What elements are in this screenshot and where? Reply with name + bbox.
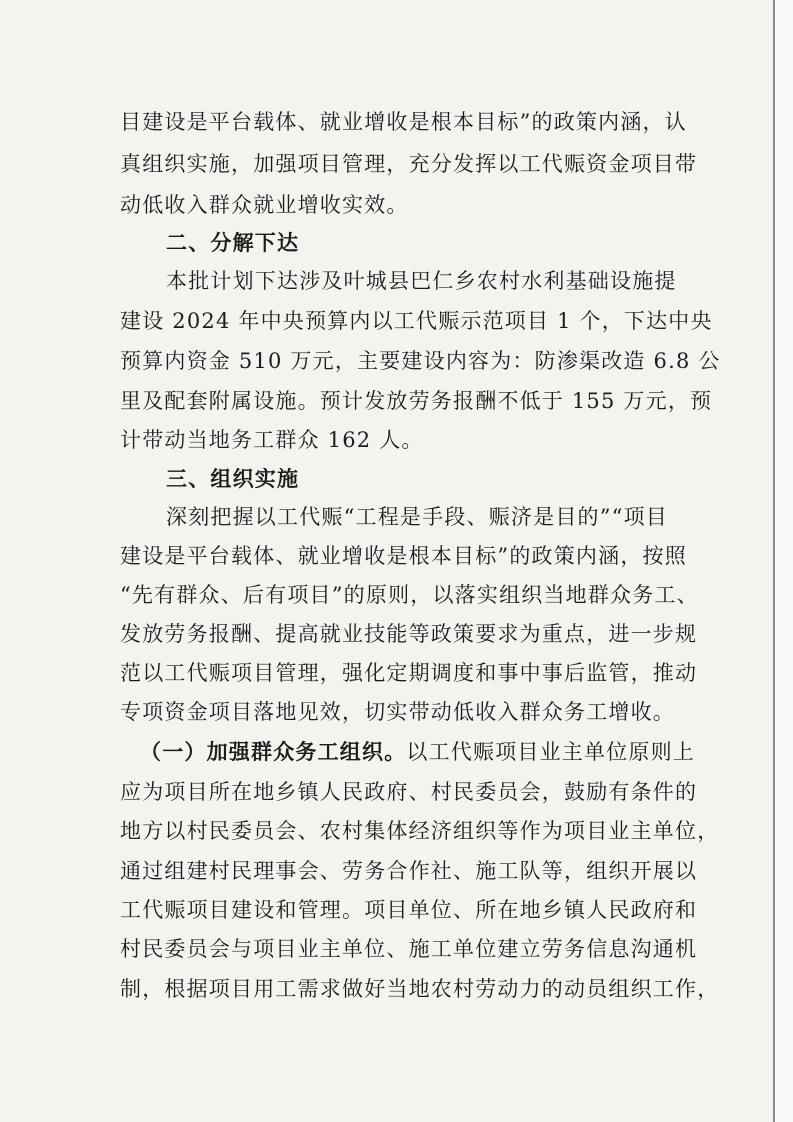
paragraph-line: 里及配套附属设施。预计发放劳务报酬不低于 155 万元，预 [120,389,713,413]
paragraph-line: 村民委员会与项目业主单位、施工单位建立劳务信息沟通机 [120,937,698,961]
paragraph-line: 发放劳务报酬、提高就业技能等政策要求为重点，进一步规 [120,622,698,646]
paragraph-line: 深刻把握以工代赈“工程是手段、赈济是目的”“项目 [166,505,669,529]
subsection-line [140,737,695,767]
paragraph-line: 地方以村民委员会、农村集体经济组织等作为项目业主单位， [120,819,720,843]
page-margin [775,0,793,1122]
paragraph-line: 范以工代赈项目管理，强化定期调度和事中事后监管，推动 [120,661,698,685]
paragraph-line: 通过组建村民理事会、劳务合作社、施工队等，组织开展以 [120,859,698,883]
subsection-text: 以工代赈项目业主单位原则上 [406,740,696,764]
paragraph-line: 专项资金项目落地见效，切实带动低收入群众务工增收。 [120,700,675,724]
paragraph-line: 目建设是平台载体、就业增收是根本目标”的政策内涵，认 [120,110,687,134]
section-heading: 二、分解下达 [166,230,300,255]
paragraph-line: 动低收入群众就业增收实效。 [120,193,409,217]
paragraph-line: 建设 2024 年中央预算内以工代赈示范项目 1 个，下达中央 [120,309,713,333]
paragraph-line: 工代赈项目建设和管理。项目单位、所在地乡镇人民政府和 [120,898,698,922]
subsection-heading: （一）加强群众务工组织。 [140,739,407,764]
paragraph-line: 本批计划下达涉及叶城县巴仁乡农村水利基础设施提 [166,269,677,293]
paragraph-line: 应为项目所在地乡镇人民政府、村民委员会，鼓励有条件的 [120,780,698,804]
page-edge-line [773,0,775,1122]
paragraph-line: 计带动当地务工群众 162 人。 [120,428,424,452]
paragraph-line: 制，根据项目用工需求做好当地农村劳动力的动员组织工作， [120,977,720,1001]
paragraph-line: 建设是平台载体、就业增收是根本目标”的政策内涵，按照 [120,544,687,568]
paragraph-line: “先有群众、后有项目”的原则，以落实组织当地群众务工、 [120,583,699,607]
paragraph-line: 真组织实施，加强项目管理，充分发挥以工代赈资金项目带 [120,152,698,176]
section-heading: 三、组织实施 [166,466,300,491]
paragraph-line: 预算内资金 510 万元，主要建设内容为：防渗渠改造 6.8 公 [120,349,721,373]
